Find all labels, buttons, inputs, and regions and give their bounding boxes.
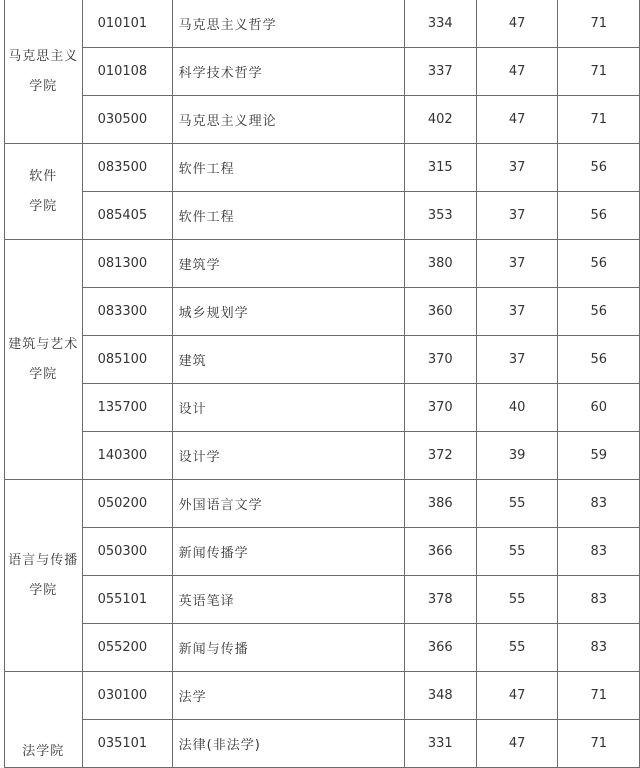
single-subject-score-150: 56 [558,192,640,240]
major-name: 外国语言文学 [172,480,404,528]
single-subject-score-150: 71 [558,672,640,720]
total-score: 380 [404,240,476,288]
major-code: 010108 [82,48,172,96]
college-name-line1: 马克思主义 [8,48,79,64]
single-subject-score-150: 71 [558,48,640,96]
single-subject-score-150: 71 [558,0,640,48]
single-subject-score-100: 37 [476,192,558,240]
single-subject-score-150: 71 [558,720,640,768]
single-subject-score-150: 83 [558,576,640,624]
single-subject-score-150: 56 [558,144,640,192]
total-score: 370 [404,336,476,384]
table-row [5,192,640,240]
major-name: 马克思主义哲学 [172,0,404,48]
total-score: 366 [404,624,476,672]
table-row [5,48,640,96]
major-name: 设计学 [172,432,404,480]
major-code: 083500 [82,144,172,192]
major-name: 设计 [172,384,404,432]
major-name: 科学技术哲学 [172,48,404,96]
college-cell [5,144,83,240]
total-score: 402 [404,96,476,144]
major-code: 055200 [82,624,172,672]
major-name: 英语笔译 [172,576,404,624]
college-name-line1: 语言与传播 [8,552,79,568]
table-row [5,720,640,768]
major-code: 081300 [82,240,172,288]
single-subject-score-150: 56 [558,288,640,336]
college-cell [5,240,83,480]
single-subject-score-100: 47 [476,672,558,720]
major-name: 建筑学 [172,240,404,288]
major-name: 新闻传播学 [172,528,404,576]
major-code: 030500 [82,96,172,144]
major-code: 030100 [82,672,172,720]
table-row [5,432,640,480]
major-code: 083300 [82,288,172,336]
major-code: 085100 [82,336,172,384]
college-cell [5,0,83,144]
major-code: 135700 [82,384,172,432]
table-row [5,528,640,576]
major-name: 法律(非法学) [172,720,404,768]
total-score: 353 [404,192,476,240]
single-subject-score-100: 37 [476,336,558,384]
total-score: 360 [404,288,476,336]
single-subject-score-100: 37 [476,144,558,192]
total-score: 366 [404,528,476,576]
major-name: 软件工程 [172,144,404,192]
single-subject-score-150: 83 [558,624,640,672]
table-row [5,0,640,48]
table-row [5,672,640,720]
college-name-line1: 建筑与艺术 [8,336,79,352]
single-subject-score-100: 55 [476,576,558,624]
table-row [5,144,640,192]
table-row [5,96,640,144]
single-subject-score-100: 55 [476,624,558,672]
single-subject-score-150: 60 [558,384,640,432]
total-score: 334 [404,0,476,48]
major-name: 法学 [172,672,404,720]
college-cell [5,480,83,672]
single-subject-score-100: 47 [476,720,558,768]
table-row [5,624,640,672]
major-name: 城乡规划学 [172,288,404,336]
major-code: 010101 [82,0,172,48]
single-subject-score-150: 83 [558,528,640,576]
major-name: 建筑 [172,336,404,384]
total-score: 315 [404,144,476,192]
single-subject-score-150: 59 [558,432,640,480]
major-name: 马克思主义理论 [172,96,404,144]
college-name-line2: 学院 [29,198,58,214]
college-name-line1: 软件 [29,168,58,184]
total-score: 337 [404,48,476,96]
single-subject-score-100: 37 [476,288,558,336]
single-subject-score-100: 39 [476,432,558,480]
total-score: 370 [404,384,476,432]
single-subject-score-150: 71 [558,96,640,144]
major-code: 140300 [82,432,172,480]
score-table [4,0,640,768]
major-code: 035101 [82,720,172,768]
total-score: 386 [404,480,476,528]
total-score: 378 [404,576,476,624]
table-row [5,384,640,432]
college-name-line2: 学院 [29,582,58,598]
table-row [5,576,640,624]
college-name-line2: 学院 [29,78,58,94]
table-row [5,240,640,288]
single-subject-score-100: 37 [476,240,558,288]
single-subject-score-150: 83 [558,480,640,528]
major-name: 软件工程 [172,192,404,240]
single-subject-score-100: 40 [476,384,558,432]
single-subject-score-100: 47 [476,96,558,144]
major-code: 085405 [82,192,172,240]
college-name-line1: 法学院 [22,744,65,759]
major-code: 055101 [82,576,172,624]
single-subject-score-100: 55 [476,480,558,528]
table-row [5,480,640,528]
major-code: 050300 [82,528,172,576]
total-score: 372 [404,432,476,480]
table-row [5,288,640,336]
major-code: 050200 [82,480,172,528]
single-subject-score-100: 47 [476,0,558,48]
college-name-line2: 学院 [29,366,58,382]
single-subject-score-150: 56 [558,336,640,384]
single-subject-score-100: 47 [476,48,558,96]
total-score: 348 [404,672,476,720]
major-name: 新闻与传播 [172,624,404,672]
single-subject-score-100: 55 [476,528,558,576]
college-cell [5,672,83,768]
table-row [5,336,640,384]
single-subject-score-150: 56 [558,240,640,288]
total-score: 331 [404,720,476,768]
